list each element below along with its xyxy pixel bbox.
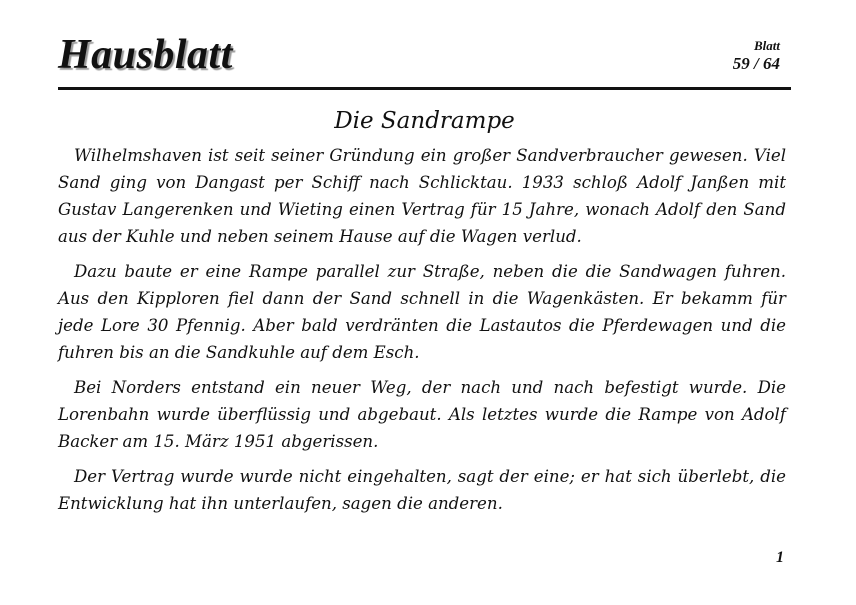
- paragraph-4: Der Vertrag wurde wurde nicht eingehalten, sagt der eine; er hat sich überlebt, die Entwicklung hat ihn unterlaufen, sagen die anderen.: [58, 467, 786, 513]
- sheet-label: Blatt: [753, 38, 780, 53]
- page-number: 1: [776, 549, 784, 566]
- paragraph-3: Bei Norders entstand ein neuer Weg, der nach und nach befestigt wurde. Die Lorenbahn wurde überflüssig und abgebaut. Als letztes wurde die Rampe von Adolf Backer am 15. März 1951 abgerissen.: [58, 378, 786, 451]
- header-divider: [58, 87, 791, 90]
- paragraph-1: Wilhelmshaven ist seit seiner Gründung ein großer Sandverbraucher gewesen. Viel Sand ging von Dangast per Schiff nach Schlicktau. 1933 schloß Adolf Janßen mit Gustav Langerenken und Wieting einen Vertrag für 15 Jahre, wonach Adolf den Sand aus der Kuhle und neben seinem Hause auf die Wagen verlud.: [58, 146, 786, 246]
- sheet-info: [733, 38, 780, 74]
- paragraph-2: Dazu baute er eine Rampe parallel zur Straße, neben die die Sandwagen fuhren. Aus den Kipploren fiel dann der Sand schnell in die Wagenkästen. Er bekamm für jede Lore 30 Pfennig. Aber bald verdränten die Lastautos die Pferdewagen und die fuhren bis an die Sandkuhle auf dem Esch.: [58, 262, 786, 362]
- masthead-title: Hausblatt: [58, 32, 233, 78]
- sheet-number: 59 / 64: [732, 54, 780, 73]
- article-title: Die Sandrampe: [334, 108, 515, 134]
- article-body: [58, 142, 786, 525]
